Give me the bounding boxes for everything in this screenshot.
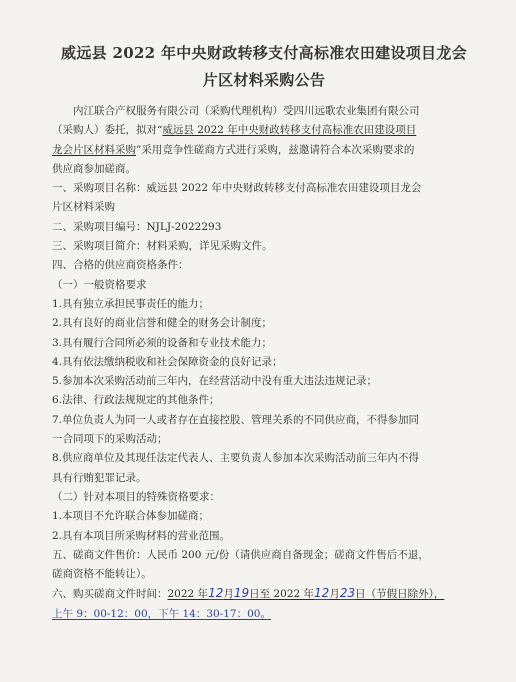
intro-line-2 <box>52 121 476 140</box>
special-requirement-2: 2.具有本项目所采购材料的营业范围。 <box>52 529 231 542</box>
title-line-2: 片区材料采购公告 <box>202 71 326 89</box>
title-line-1: 威远县 2022 年中央财政转移支付高标准农田建设项目龙会 <box>61 44 467 62</box>
requirement-8-line-1: 8.供应商单位及其现任法定代表人、主要负责人参加本次采购活动前三年内不得 <box>52 452 420 465</box>
handwritten-day-end: 23 <box>339 586 356 601</box>
date-month-label-end: 月 <box>329 588 340 601</box>
section-3: 三、采购项目简介：材料采购，详见采购文件。 <box>52 240 273 253</box>
intro-text: （采购人）委托，拟对“ <box>52 124 163 137</box>
special-requirement-1: 1.本项目不允许联合体参加磋商； <box>52 510 210 523</box>
handwritten-month-end: 12 <box>314 586 330 601</box>
date-year-start: 2022 年 <box>167 588 209 601</box>
date-month-label: 月 <box>223 588 234 601</box>
section-4-1: （一）一般资格要求 <box>52 278 147 291</box>
section-1-line-2: 片区材料采购 <box>52 201 115 214</box>
handwritten-day-start: 19 <box>233 586 250 601</box>
project-name-underlined: 威远县 2022 年中央财政转移支付高标准农田建设项目 <box>162 124 417 137</box>
requirement-7-line-1: 7.单位负责人为同一人或者存在直接控股、管理关系的不同供应商，不得参加同 <box>52 413 420 426</box>
section-6-line-1 <box>52 584 476 604</box>
project-name-underlined-cont: 龙会片区材料采购 <box>52 143 136 156</box>
handwritten-month-start: 12 <box>208 586 224 601</box>
purchase-hours: 上午 9：00-12：00，下午 14：30-17：00。 <box>52 607 271 620</box>
section-1-line-1: 一、采购项目名称：威远县 2022 年中央财政转移支付高标准农田建设项目龙会 <box>52 182 422 195</box>
section-6-label: 六、购买磋商文件时间： <box>52 588 168 601</box>
requirement-2: 2.具有良好的商业信誉和健全的财务会计制度； <box>52 317 273 330</box>
requirement-1: 1.具有独立承担民事责任的能力； <box>52 297 210 310</box>
section-6-line-2 <box>52 605 476 624</box>
intro-line-4: 供应商参加磋商。 <box>52 162 136 175</box>
intro-text-cont: ”采用竞争性磋商方式进行采购，兹邀请符合本次采购要求的 <box>136 143 415 156</box>
section-5-line-1: 五、磋商文件售价：人民币 200 元/份（请供应商自备现金；磋商文件售后不退， <box>52 548 429 561</box>
requirement-5: 5.参加本次采购活动前三年内，在经营活动中没有重大违法违规记录； <box>52 375 378 388</box>
date-range-mid: 日至 2022 年 <box>249 588 315 601</box>
section-4: 四、合格的供应商资格条件： <box>52 259 189 272</box>
section-2: 二、采购项目编号：NJLJ-2022293 <box>52 220 222 233</box>
intro-line-3 <box>52 141 476 160</box>
intro-line-1: 内江联合产权服务有限公司（采购代理机构）受四川远歌农业集团有限公司 <box>73 105 420 117</box>
requirement-6: 6.法律、行政法规规定的其他条件； <box>52 394 220 407</box>
requirement-7-line-2: 一合同项下的采购活动； <box>52 433 168 446</box>
date-range-end: 日（节假日除外）， <box>355 588 445 601</box>
section-4-2: （二）针对本项目的特殊资格要求： <box>52 490 220 503</box>
requirement-4: 4.具有依法缴纳税收和社会保障资金的良好记录； <box>52 355 283 368</box>
requirement-3: 3.具有履行合同所必须的设备和专业技术能力； <box>52 336 273 349</box>
document-title <box>52 40 476 94</box>
section-5-line-2: 磋商资格不能转让）。 <box>52 568 152 581</box>
requirement-8-line-2: 具有行贿犯罪记录。 <box>52 471 147 484</box>
